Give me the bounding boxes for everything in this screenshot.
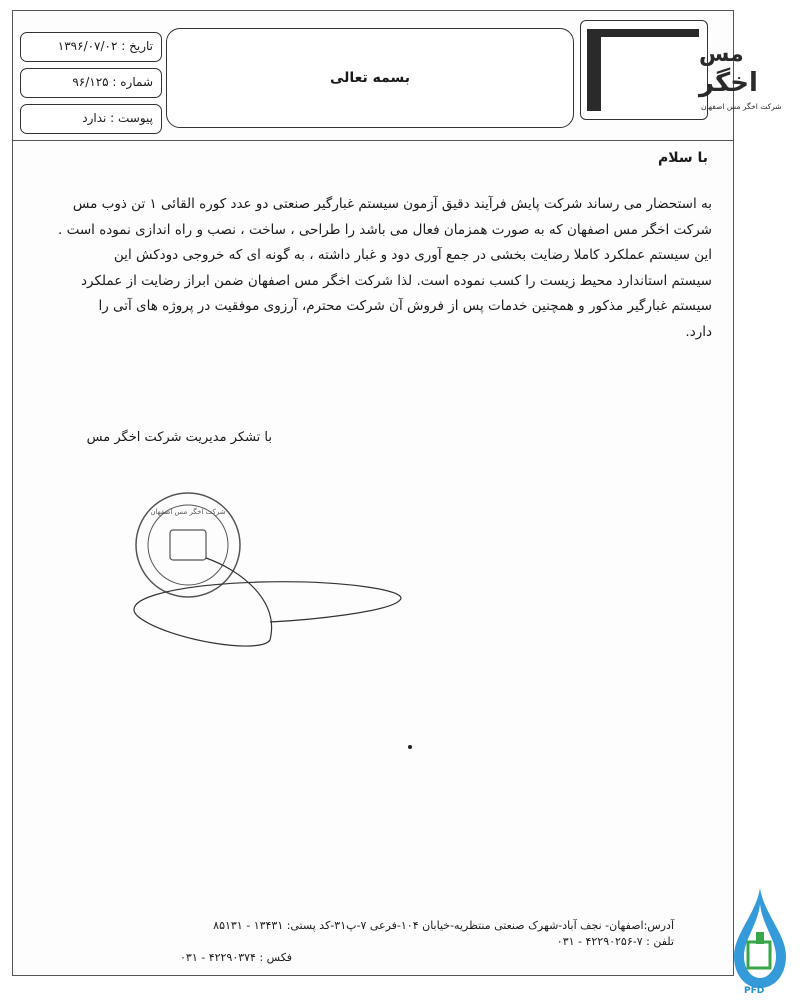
- attachment-text: پیوست : ندارد: [82, 111, 153, 125]
- stamp-and-signature: [110, 490, 420, 650]
- signature: [134, 558, 401, 646]
- basmala-box: [166, 28, 574, 128]
- logo-graphic: [581, 21, 782, 119]
- footer-address: آدرس:اصفهان- نجف آباد-شهرک صنعتی منتظریه-خیابان ۱۰۴-فرعی ۷-پ۳۱-کد پستی: ۱۳۴۳۱ - ۸۵۱۳۱: [213, 919, 674, 932]
- greeting: با سلام: [657, 150, 708, 166]
- number-box: [20, 68, 162, 98]
- pfd-watermark-label: PFD: [744, 986, 765, 996]
- date-text: تاریخ : ۱۳۹۶/۰۷/۰۲: [57, 39, 153, 53]
- letter-footer: [180, 918, 674, 966]
- footer-contact-row: [180, 934, 674, 950]
- logo-main-text: اخگر: [699, 68, 758, 98]
- body-line: شرکت اخگر مس اصفهان که به صورت همزمان فعال می باشد را طراحی ، ساخت ، نصب و راه اندازی نموده است .: [58, 221, 712, 238]
- body-line: سیستم استاندارد محیط زیست را کسب نموده است. لذا شرکت اخگر مس اصفهان ضمن ابراز رضایت از عملکرد: [81, 272, 712, 289]
- body-line: سیستم غبارگیر مذکور و همچنین خدمات پس از فروش آن شرکت محترم، آرزوی موفقیت در پروژه های آتی را: [98, 298, 712, 314]
- closing-line: با تشکر مدیریت شرکت اخگر مس: [86, 430, 272, 445]
- company-logo: [580, 20, 782, 120]
- ink-dot: [408, 745, 412, 749]
- number-text: شماره : ۹۶/۱۲۵: [72, 75, 153, 89]
- letter-body: [60, 192, 712, 345]
- logo-top-text: مس: [699, 42, 744, 67]
- body-line: این سیستم عملکرد کاملا رضایت بخشی در جمع آوری دود و غبار داشته ، به گونه ای که خروجی دودکش این: [113, 247, 712, 263]
- logo-caption-text: شرکت اخگر مس اصفهان: [701, 102, 782, 111]
- footer-phone: تلفن : ۷-۴۲۲۹۰۲۵۶ - ۰۳۱: [556, 935, 674, 948]
- date-box: [20, 32, 162, 62]
- body-line: دارد.: [685, 323, 712, 340]
- header-divider: [12, 140, 734, 141]
- body-line: به استحضار می رساند شرکت پایش فرآیند دقیق آزمون سیستم غبارگیر صنعتی دو عدد کوره القائی ۱ تن ذوب مس: [72, 196, 712, 212]
- basmala-text: بسمه تعالی: [329, 70, 411, 86]
- stamp-text: شرکت اخگر مس اصفهان: [150, 508, 226, 516]
- pfd-watermark-logo: [728, 884, 792, 994]
- footer-fax-row: [180, 950, 674, 966]
- attachment-box: [20, 104, 162, 134]
- footer-fax: فکس : ۴۲۲۹۰۳۷۴ - ۰۳۱: [180, 951, 293, 964]
